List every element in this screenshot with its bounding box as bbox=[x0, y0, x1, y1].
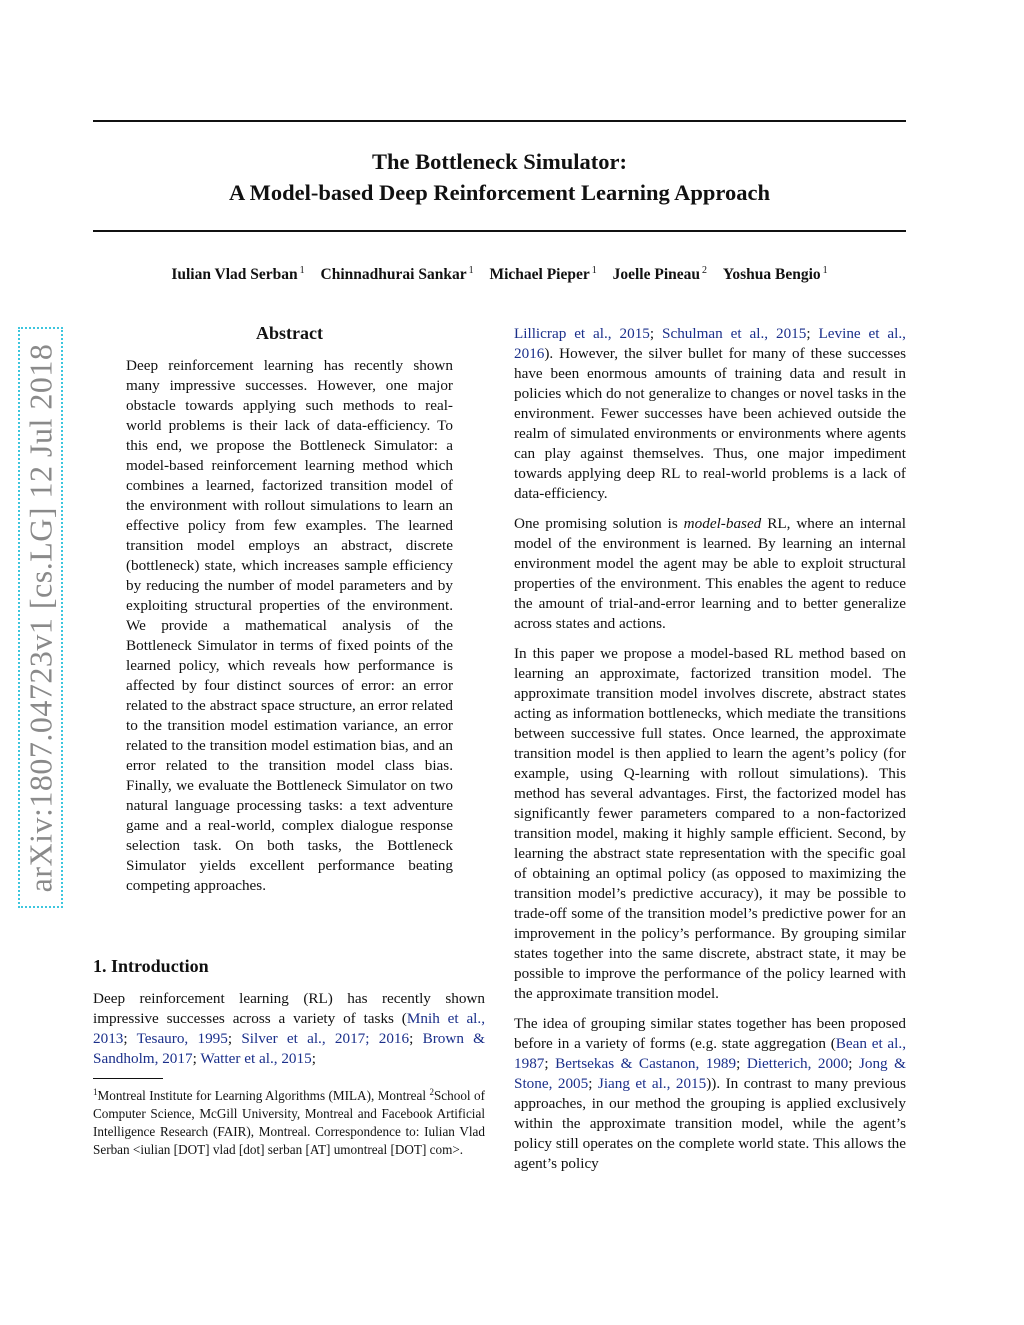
introduction-text: Deep reinforcement learning (RL) has recently shown impressive successes across a variety of tasks (Mnih et al., 2013; Tesauro, 1995; Silver et al., 2017; 2016; Brown & Sandholm, 2017; Watter et al., 2015; bbox=[93, 990, 485, 1067]
author: Michael Pieper $^1$ bbox=[489, 265, 597, 283]
arxiv-stamp[interactable] bbox=[18, 327, 63, 908]
title-bottom-rule bbox=[93, 230, 906, 232]
right-column bbox=[514, 324, 906, 1184]
abstract-text: Deep reinforcement learning has recently shown many impressive successes. However, one major obstacle towards applying such methods to real-world problems is their lack of data-efficiency. To this end, we propose the Bottleneck Simulator: a model-based reinforcement learning method which combines a learned, factorized transition model of the environment with rollout simulations to learn an effective policy from few examples. The learned transition model employs an abstract, discrete (bottleneck) state, which increases sample efficiency by reducing the number of model parameters and by exploiting structural properties of the environment. We provide a mathematical analysis of the Bottleneck Simulator in terms of fixed points of the learned policy, which reveals how performance is affected by four distinct sources of error: an error related to the abstract space structure, an error related to the transition model estimation variance, an error related to the transition model estimation bias, and an error related to the transition model class bias. Finally, we evaluate the Bottleneck Simulator on two natural language processing tasks: a text adventure game and a real-world, complex dialogue response selection task. On both tasks, the Bottleneck Simulator yields excellent performance beating competing approaches. bbox=[126, 357, 453, 894]
citation-link[interactable]: Schulman et al., 2015 bbox=[662, 325, 807, 342]
arxiv-stamp-text: arXiv:1807.04723v1 [cs.LG] 12 Jul 2018 bbox=[22, 343, 58, 892]
title-line-2: A Model-based Deep Reinforcement Learning Approach bbox=[228, 180, 771, 205]
citation-link[interactable]: Tesauro, 1995 bbox=[136, 1030, 228, 1047]
citation-link[interactable]: Dietterich, 2000 bbox=[746, 1055, 849, 1072]
author: Chinnadhurai Sankar $^1$ bbox=[320, 265, 474, 283]
author-list bbox=[93, 265, 906, 284]
citation-link[interactable]: Levine et al., 2016 bbox=[514, 325, 906, 362]
citation-link[interactable]: Bean et al., 1987 bbox=[514, 1035, 906, 1072]
citation-link[interactable]: Bertsekas & Castanon, 1989 bbox=[555, 1055, 737, 1072]
paper-title bbox=[93, 146, 906, 208]
author: Iulian Vlad Serban $^1$ bbox=[171, 265, 305, 283]
citation-link[interactable]: Brown & Sandholm, 2017 bbox=[93, 1030, 485, 1067]
citation-link[interactable]: Silver et al., 2017; 2016 bbox=[241, 1030, 410, 1047]
citation-link[interactable]: Watter et al., 2015 bbox=[200, 1050, 312, 1067]
citation-link[interactable]: Lillicrap et al., 2015 bbox=[514, 325, 650, 342]
citation-link[interactable]: Jiang et al., 2015 bbox=[597, 1075, 707, 1092]
abstract-section bbox=[126, 322, 453, 896]
affiliation-footnote: $^1$Montreal Institute for Learning Algorithms (MILA), Montreal $^2$School of Computer Science, McGill University, Montreal and Facebook Artificial Intelligence Research (FAIR), Montreal. Correspondence to: Iulian Vlad Serban <iulian [DOT] vlad [dot] serban [AT] umontreal [DOT] com>. bbox=[93, 1087, 485, 1157]
citation-link[interactable]: Mnih et al., 2013 bbox=[93, 1010, 485, 1047]
introduction-section bbox=[93, 955, 485, 1069]
title-top-rule bbox=[93, 120, 906, 122]
citation-link[interactable]: Jong & Stone, 2005 bbox=[514, 1055, 906, 1092]
author: Joelle Pineau $^2$ bbox=[612, 265, 708, 283]
introduction-heading: 1. Introduction bbox=[93, 956, 209, 976]
paragraph: One promising solution is model-based RL, where an internal model of the environment is learned. By learning an internal environment model the agent may be able to exploit structural properties of the environment. This enables the agent to reduce the amount of trial-and-error learning and to better generalize across states and actions. bbox=[514, 515, 906, 632]
footnote-rule bbox=[93, 1078, 163, 1079]
author: Yoshua Bengio $^1$ bbox=[722, 265, 828, 283]
paragraph: In this paper we propose a model-based RL method based on learning an approximate, factorized transition model. The approximate transition model involves discrete, abstract states acting as information bottlenecks, which mediate the transitions between successive full states. Once learned, the approximate transition model is then applied to learn the agent’s policy (for example, using Q-learning with rollout simulations). This method has several advantages. First, the factorized model has significantly fewer parameters compared to a non-factorized transition model, making it highly sample efficient. Second, by learning the abstract state representation with the specific goal of obtaining an optimal policy (as opposed to maximizing the transition model’s predictive accuracy), it may be possible to trade-off some of the transition model’s predictive power for an improvement in the policy’s performance. By grouping similar states together into the same discrete, abstract state, it may be possible to improve the performance of the policy learned with the approximate transition model. bbox=[514, 645, 906, 1002]
paragraph: The idea of grouping similar states together has been proposed before in a variety of forms (e.g. state aggregation (Bean et al., 1987; Bertsekas & Castanon, 1989; Dietterich, 2000; Jong & Stone, 2005; Jiang et al., 2015)). In contrast to many previous approaches, in our method the grouping is applied exclusively within the approximate transition model, while the agent’s policy still operates on the complete world state. This allows the agent’s policy bbox=[514, 1015, 906, 1172]
paragraph: Lillicrap et al., 2015; Schulman et al., 2015; Levine et al., 2016). However, the silver bullet for many of these successes have been enormous amounts of training data and result in policies which do not generalize to changes or novel tasks in the environment. Fewer successes have been achieved outside the realm of simulated environments or environments where agents can play against themselves. Thus, one major impediment towards applying deep RL to real-world problems is a lack of data-efficiency. bbox=[514, 325, 906, 502]
abstract-heading: Abstract bbox=[256, 323, 323, 343]
title-line-1: The Bottleneck Simulator: bbox=[372, 149, 627, 174]
